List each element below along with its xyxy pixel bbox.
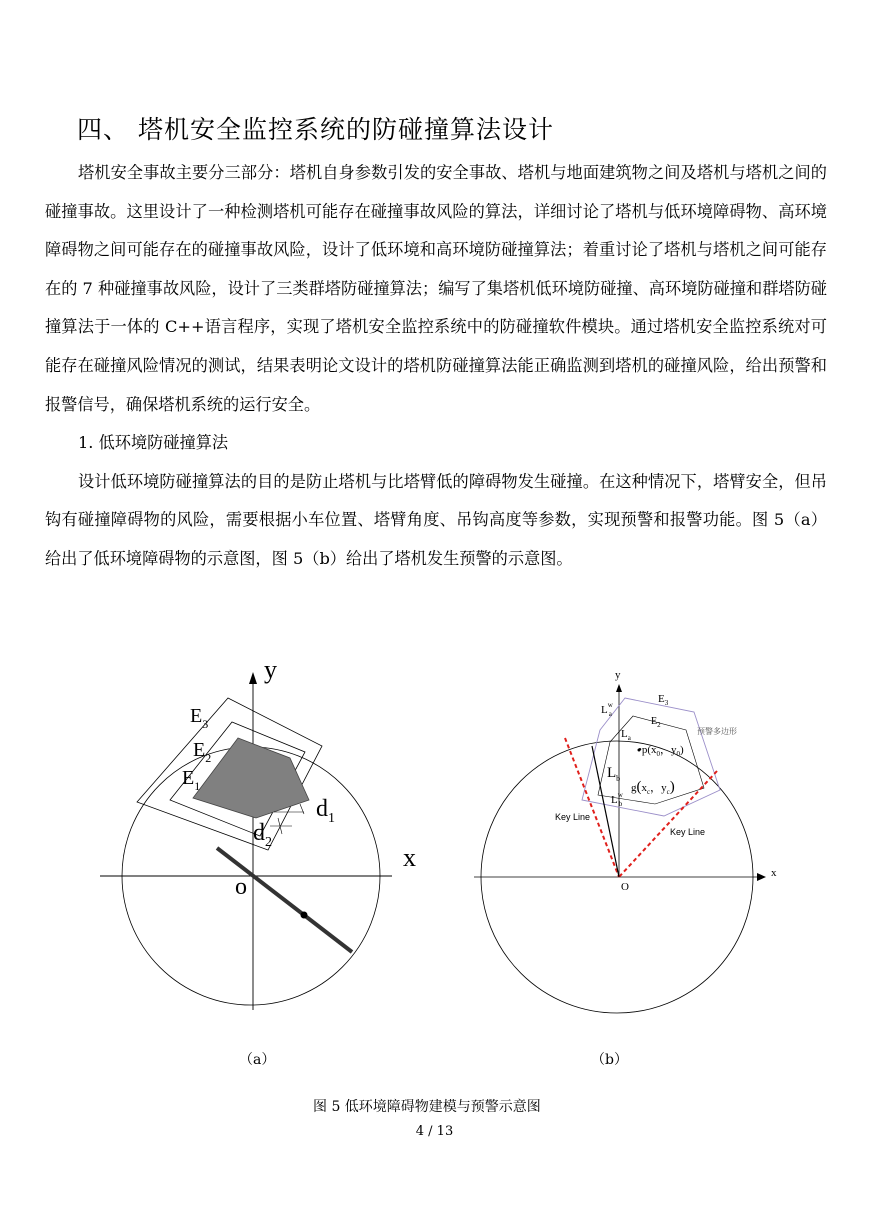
figure-caption: 图 5 低环境障碍物建模与预警示意图: [313, 1099, 541, 1115]
d1-arrow: [300, 804, 304, 814]
point-p-label: $•p(x_0$，$y_0$): [638, 744, 684, 758]
figure-a-label: （a）: [239, 1052, 276, 1068]
axis-x-label: x: [403, 843, 416, 872]
label-d1: $d_1$: [316, 796, 335, 826]
jib-line: [217, 848, 352, 952]
paragraph-low-environment: 设计低环境防碰撞算法的目的是防止塔机与比塔臂低的障碍物发生碰撞。在这种情况下，塔臂安全，但吊钩有碰撞障碍物的风险，需要根据小车位置、塔臂角度、吊钩高度等参数，实现预警和报警功能。图 5（a）给出了低环境障碍物的示意图，图 5（b）给出了塔机发生预警的示意图。: [45, 471, 827, 568]
paragraph-intro: 塔机安全事故主要分三部分：塔机自身参数引发的安全事故、塔机与地面建筑物之间及塔机与塔机之间的碰撞事故。这里设计了一种检测塔机可能存在碰撞事故风险的算法，详细讨论了塔机与低环境障碍物、高环境障碍物之间可能存在的碰撞事故风险，设计了低环境和高环境防碰撞算法；着重讨论了塔机与塔机之间可能存在的 7 种碰撞事故风险，设计了三类群塔防碰撞算法；编写了集塔机低环境防碰撞、高环境防碰撞和群塔防碰撞算法于一体的 C++语言程序，实现了塔机安全监控系统中的防碰撞软件模块。通过塔机安全监控系统对可能存在碰撞风险情况的测试，结果表明论文设计的塔机防碰撞算法能正确监测到塔机的碰撞风险，给出预警和报警信号，确保塔机系统的运行安全。: [45, 163, 827, 414]
obstacle-polygon: [193, 738, 309, 818]
section-heading: 四、 塔机安全监控系统的防碰撞算法设计: [77, 115, 554, 144]
label-E3: $E_3$: [190, 705, 209, 731]
axis-y-label: y: [264, 655, 277, 684]
key-line-left: [565, 738, 619, 877]
label-d2: $d_2$: [253, 820, 272, 850]
body-text: [45, 154, 827, 579]
label-E3-b: $E_3$: [658, 693, 669, 707]
label-Lb: $L_b$: [607, 765, 621, 783]
figure-b-label: （b）: [591, 1052, 628, 1068]
subheading-low-environment: 1. 低环境防碰撞算法: [78, 433, 229, 453]
point-g-label: $g(x_c$，$y_c$): [631, 779, 675, 796]
label-E2: $E_2$: [193, 739, 212, 765]
label-La-w: $L^w$ a: [601, 701, 613, 718]
axis-y-label-b: y: [615, 669, 621, 681]
label-Lb-w: $L^w$ b: [611, 791, 623, 808]
page-number: 4 / 13: [415, 1124, 454, 1139]
figure-b: [474, 669, 777, 1013]
figure-a: [100, 655, 416, 1010]
label-E2-b: $E_2$: [651, 716, 661, 729]
y-axis-arrow: [249, 672, 257, 684]
key-line-left-label: Key Line: [555, 812, 591, 822]
polygon-label: 预警多边形: [697, 727, 737, 736]
label-E1: $E_1$: [182, 767, 201, 793]
origin-label-b: O: [621, 881, 629, 893]
key-line-right-label: Key Line: [670, 827, 706, 837]
x-axis-b-arrow: [757, 873, 766, 881]
y-axis-b-arrow: [616, 684, 622, 692]
axis-x-label-b: x: [771, 867, 777, 879]
trolley-point: [301, 912, 308, 919]
figure-5: [0, 650, 869, 1070]
label-La: $L_a$: [621, 728, 631, 742]
origin-label: o: [235, 874, 247, 900]
